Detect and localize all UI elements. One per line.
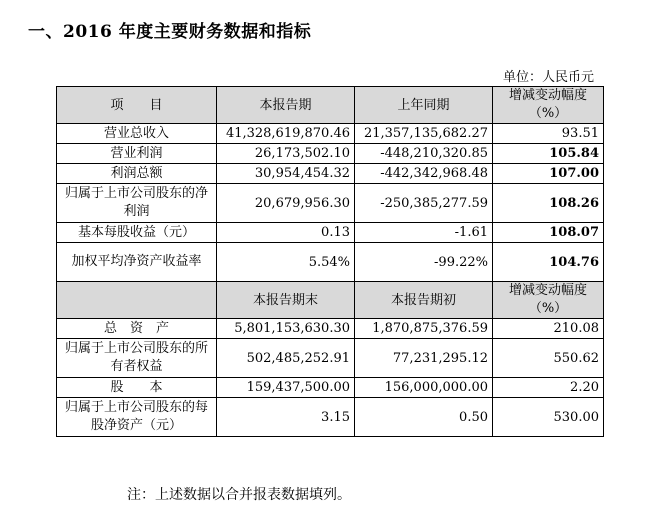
cell-change: 104.76 [493, 243, 604, 282]
col-header-period-end: 本报告期末 [217, 282, 355, 319]
table-row [57, 339, 604, 378]
row-label: 利润总额 [57, 164, 217, 184]
cell-prior: -250,385,277.59 [355, 184, 493, 223]
table-row [57, 378, 604, 398]
table-subheader-row [57, 282, 604, 319]
cell-period-end: 3.15 [217, 398, 355, 437]
row-label: 营业利润 [57, 144, 217, 164]
cell-prior: -1.61 [355, 223, 493, 243]
col-header-period-start: 本报告期初 [355, 282, 493, 319]
row-label: 归属于上市公司股东的净利润 [57, 184, 217, 223]
table-row [57, 164, 604, 184]
row-label: 营业总收入 [57, 124, 217, 144]
footnote: 注：上述数据以合并报表数据填列。 [127, 487, 351, 503]
cell-current: 30,954,454.32 [217, 164, 355, 184]
financial-data-table [56, 86, 604, 437]
row-label: 归属于上市公司股东的所有者权益 [57, 339, 217, 378]
cell-change: 93.51 [493, 124, 604, 144]
table-row [57, 144, 604, 164]
row-label: 归属于上市公司股东的每股净资产（元） [57, 398, 217, 437]
cell-current: 0.13 [217, 223, 355, 243]
cell-period-start: 156,000,000.00 [355, 378, 493, 398]
row-label: 股 本 [57, 378, 217, 398]
cell-change: 108.26 [493, 184, 604, 223]
row-label: 加权平均净资产收益率 [57, 243, 217, 282]
cell-change: 105.84 [493, 144, 604, 164]
cell-change: 107.00 [493, 164, 604, 184]
cell-current: 41,328,619,870.46 [217, 124, 355, 144]
unit-label: 单位：人民币元 [502, 70, 594, 85]
cell-prior: -448,210,320.85 [355, 144, 493, 164]
col-header-item: 项 目 [57, 87, 217, 124]
table-row [57, 398, 604, 437]
col-header-prior-period: 上年同期 [355, 87, 493, 124]
cell-prior: -442,342,968.48 [355, 164, 493, 184]
cell-period-start: 0.50 [355, 398, 493, 437]
cell-period-end: 159,437,500.00 [217, 378, 355, 398]
row-label: 总 资 产 [57, 319, 217, 339]
table-row [57, 319, 604, 339]
col-header-change-pct: 增减变动幅度（%） [493, 282, 604, 319]
col-header-current-period: 本报告期 [217, 87, 355, 124]
cell-current: 26,173,502.10 [217, 144, 355, 164]
cell-change: 530.00 [493, 398, 604, 437]
cell-change: 108.07 [493, 223, 604, 243]
cell-period-end: 5,801,153,630.30 [217, 319, 355, 339]
cell-change: 2.20 [493, 378, 604, 398]
section-heading: 一、2016 年度主要财务数据和指标 [28, 22, 312, 42]
table-row [57, 124, 604, 144]
cell-period-start: 1,870,875,376.59 [355, 319, 493, 339]
cell-change: 210.08 [493, 319, 604, 339]
cell-period-end: 502,485,252.91 [217, 339, 355, 378]
cell-change: 550.62 [493, 339, 604, 378]
cell-current: 20,679,956.30 [217, 184, 355, 223]
blank-header-cell [57, 282, 217, 319]
table-row [57, 243, 604, 282]
cell-period-start: 77,231,295.12 [355, 339, 493, 378]
table-row [57, 184, 604, 223]
table-row [57, 223, 604, 243]
row-label: 基本每股收益（元） [57, 223, 217, 243]
col-header-change-pct: 增减变动幅度（%） [493, 87, 604, 124]
cell-current: 5.54% [217, 243, 355, 282]
cell-prior: -99.22% [355, 243, 493, 282]
table-header-row [57, 87, 604, 124]
cell-prior: 21,357,135,682.27 [355, 124, 493, 144]
